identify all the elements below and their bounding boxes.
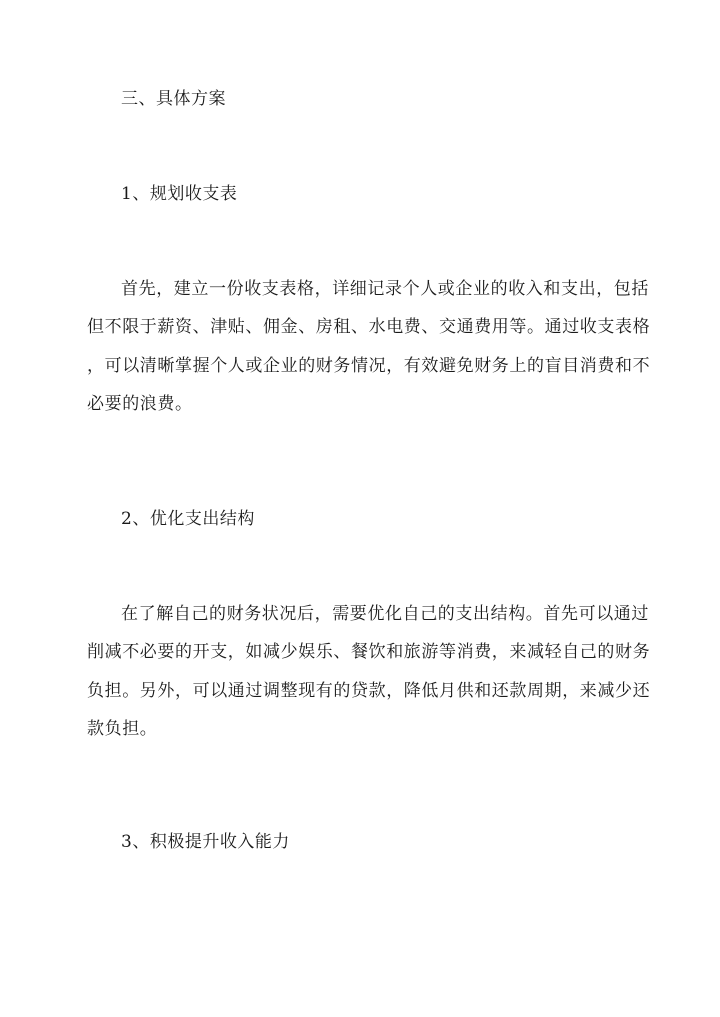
paragraph-line: 款负担。	[87, 718, 158, 739]
paragraph-line: ，可以清晰掌握个人或企业的财务情况，有效避免财务上的盲目消费和不	[87, 355, 651, 376]
item-2-heading: 2、优化支出结构	[121, 509, 255, 529]
section-title: 三、具体方案	[121, 89, 226, 109]
item-2-paragraph	[87, 595, 651, 748]
paragraph-line: 首先，建立一份收支表格，详细记录个人或企业的收入和支出，包括	[121, 279, 649, 299]
paragraph-line: 负担。另外，可以通过调整现有的贷款，降低月供和还款周期，来减少还	[87, 680, 651, 701]
paragraph-line: 削减不必要的开支，如减少娱乐、餐饮和旅游等消费，来减轻自己的财务	[87, 642, 651, 663]
paragraph-line: 必要的浪费。	[87, 393, 193, 414]
paragraph-line: 在了解自己的财务状况后，需要优化自己的支出结构。首先可以通过	[121, 604, 649, 624]
item-1-paragraph	[87, 270, 651, 423]
item-1-heading: 1、规划收支表	[121, 184, 238, 204]
item-3-heading: 3、积极提升收入能力	[121, 832, 290, 852]
paragraph-line: 但不限于薪资、津贴、佣金、房租、水电费、交通费用等。通过收支表格	[87, 317, 651, 338]
